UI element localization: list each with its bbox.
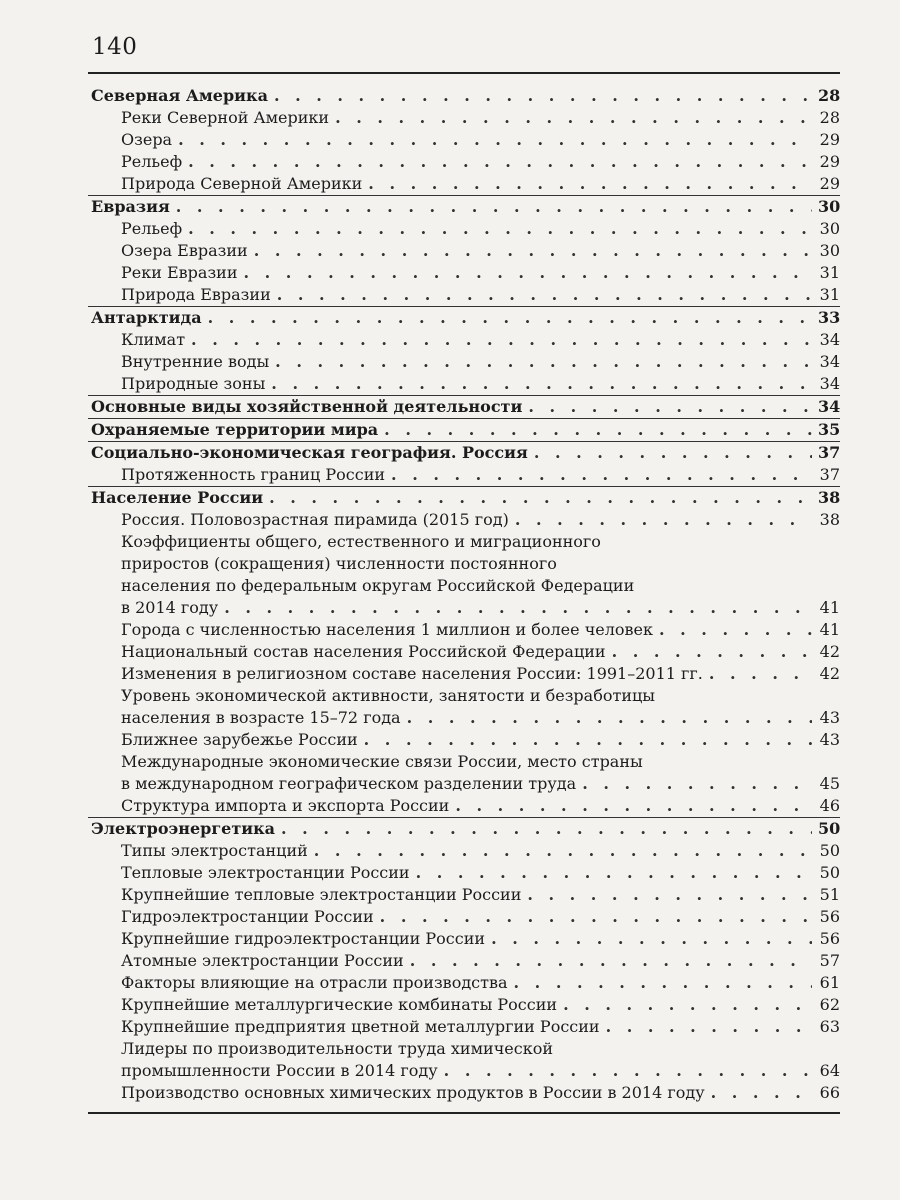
toc-title: Крупнейшие гидроэлектростанции России [121, 929, 486, 948]
dot-leader [188, 151, 812, 173]
toc-row [88, 284, 840, 306]
toc-entry [88, 240, 840, 262]
toc-row [88, 1082, 840, 1104]
toc-page-number: 62 [819, 995, 840, 1014]
toc-entry [88, 262, 840, 284]
toc-row [88, 419, 840, 441]
dot-leader [178, 129, 812, 151]
toc-title: Тепловые электростанции России [121, 863, 410, 882]
toc-title: промышленности России в 2014 году [121, 1061, 438, 1080]
toc-row [88, 351, 840, 373]
toc-row [88, 1016, 840, 1038]
dot-leader [281, 818, 812, 840]
dot-leader [528, 396, 812, 418]
toc-row [88, 906, 840, 928]
toc-title: Протяженность границ России [121, 465, 386, 484]
toc-row [88, 1060, 840, 1082]
dot-leader [709, 663, 812, 685]
toc-entry [88, 531, 840, 619]
toc-title: Реки Северной Америки [121, 108, 330, 127]
dot-leader [582, 773, 812, 795]
dot-leader [364, 729, 812, 751]
toc-title: Структура импорта и экспорта России [121, 796, 450, 815]
toc-entry [88, 862, 840, 884]
dot-leader [391, 464, 812, 486]
toc-section [88, 195, 840, 218]
toc-title: Природные зоны [121, 374, 266, 393]
toc-page-number: 38 [819, 510, 840, 529]
toc-row [88, 262, 840, 284]
table-of-contents [88, 72, 840, 1114]
toc-entry [88, 729, 840, 751]
toc-page-number: 30 [819, 241, 840, 260]
toc-row [88, 597, 840, 619]
toc-entry [88, 840, 840, 862]
dot-leader [514, 972, 812, 994]
toc-row [88, 707, 840, 729]
dot-leader [188, 218, 812, 240]
toc-title: Реки Евразии [121, 263, 238, 282]
toc-row [88, 464, 840, 486]
toc-row [88, 641, 840, 663]
toc-page-number: 29 [819, 174, 840, 193]
toc-title: Национальный состав населения Российской Федерации [121, 642, 606, 661]
toc-row [88, 862, 840, 884]
toc-row [88, 107, 840, 129]
toc-entry [88, 464, 840, 486]
toc-section [88, 441, 840, 464]
toc-section [88, 486, 840, 509]
toc-entry [88, 928, 840, 950]
toc-title: Россия. Половозрастная пирамида (2015 год) [121, 510, 509, 529]
toc-entry [88, 751, 840, 795]
toc-row [88, 729, 840, 751]
toc-page-number: 30 [818, 197, 841, 216]
toc-entry [88, 351, 840, 373]
toc-title: Гидроэлектростанции России [121, 907, 374, 926]
toc-title: Крупнейшие металлургические комбинаты России [121, 995, 558, 1014]
toc-page-number: 30 [819, 219, 840, 238]
toc-title: Рельеф [121, 219, 183, 238]
toc-page-number: 50 [818, 819, 841, 838]
dot-leader [527, 884, 812, 906]
toc-row [88, 840, 840, 862]
toc-row [88, 972, 840, 994]
toc-page-number: 29 [819, 152, 840, 171]
toc-row [88, 795, 840, 817]
toc-entry [88, 950, 840, 972]
toc-page-number: 34 [819, 374, 840, 393]
toc-row [88, 619, 840, 641]
dot-leader [407, 707, 812, 729]
toc-entry [88, 284, 840, 306]
toc-row [88, 129, 840, 151]
toc-entry-line: приростов (сокращения) численности постоянного [121, 554, 557, 573]
toc-page-number: 45 [819, 774, 840, 793]
toc-entry [88, 1038, 840, 1082]
toc-row [88, 442, 840, 464]
toc-section [88, 817, 840, 840]
toc-title: в 2014 году [121, 598, 219, 617]
dot-leader [314, 840, 812, 862]
toc-page-number: 28 [818, 86, 841, 105]
toc-row [88, 773, 840, 795]
toc-page-number: 34 [819, 330, 840, 349]
toc-page-number: 41 [819, 620, 840, 639]
toc-entry [88, 129, 840, 151]
dot-leader [208, 307, 812, 329]
toc-page-number: 34 [819, 352, 840, 371]
toc-title: Озера [121, 130, 173, 149]
toc-row [88, 994, 840, 1016]
dot-leader [410, 950, 812, 972]
toc-page-number: 42 [819, 664, 840, 683]
dot-leader [254, 240, 812, 262]
toc-title: Факторы влияющие на отрасли производства [121, 973, 508, 992]
toc-title: Природа Евразии [121, 285, 271, 304]
toc-row [88, 218, 840, 240]
toc-row [88, 151, 840, 173]
toc-page-number: 41 [819, 598, 840, 617]
toc-entry [88, 641, 840, 663]
toc-entry [88, 329, 840, 351]
toc-entry-line: Уровень экономической активности, занятости и безработицы [121, 686, 656, 705]
toc-row [88, 173, 840, 195]
toc-page-number: 66 [819, 1083, 840, 1102]
toc-title: Внутренние воды [121, 352, 270, 371]
toc-entry [88, 685, 840, 729]
dot-leader [274, 85, 812, 107]
toc-entry [88, 107, 840, 129]
toc-page-number: 28 [819, 108, 840, 127]
dot-leader [380, 906, 812, 928]
toc-page-number: 61 [819, 973, 840, 992]
toc-title: Северная Америка [91, 86, 268, 105]
toc-page-number: 33 [818, 308, 841, 327]
toc-title: Озера Евразии [121, 241, 248, 260]
toc-entry [88, 373, 840, 395]
toc-title: Изменения в религиозном составе населения России: 1991–2011 гг. [121, 664, 703, 683]
dot-leader [534, 442, 812, 464]
toc-section [88, 85, 840, 107]
dot-leader [271, 373, 812, 395]
dot-leader [491, 928, 812, 950]
toc-page-number: 43 [819, 730, 840, 749]
toc-row [88, 928, 840, 950]
toc-title: Природа Северной Америки [121, 174, 363, 193]
toc-title: в международном географическом разделении труда [121, 774, 577, 793]
toc-section [88, 395, 840, 418]
toc-page-number: 46 [819, 796, 840, 815]
toc-page-number: 43 [819, 708, 840, 727]
toc-page-number: 57 [819, 951, 840, 970]
toc-page-number: 37 [818, 443, 841, 462]
dot-leader [244, 262, 812, 284]
toc-entry [88, 1016, 840, 1038]
toc-title: Рельеф [121, 152, 183, 171]
toc-page-number: 34 [818, 397, 841, 416]
toc-title: населения в возрасте 15–72 года [121, 708, 401, 727]
toc-row [88, 818, 840, 840]
toc-page-number: 29 [819, 130, 840, 149]
toc-page-number: 64 [819, 1061, 840, 1080]
dot-leader [659, 619, 812, 641]
toc-entry-line: Лидеры по производительности труда химической [121, 1039, 554, 1058]
toc-entry [88, 994, 840, 1016]
toc-entry [88, 906, 840, 928]
toc-title: Население России [91, 488, 264, 507]
dot-leader [384, 419, 812, 441]
toc-page-number: 31 [819, 263, 840, 282]
dot-leader [416, 862, 812, 884]
toc-page-number: 50 [819, 841, 840, 860]
toc-page-number: 37 [819, 465, 840, 484]
toc-title: Крупнейшие предприятия цветной металлургии России [121, 1017, 600, 1036]
toc-title: Охраняемые территории мира [91, 420, 379, 439]
toc-page-number: 63 [819, 1017, 840, 1036]
toc-row [88, 509, 840, 531]
toc-page-number: 50 [819, 863, 840, 882]
toc-title: Атомные электростанции России [121, 951, 404, 970]
dot-leader [711, 1082, 812, 1104]
dot-leader [606, 1016, 812, 1038]
dot-leader [176, 196, 812, 218]
page-number: 140 [92, 34, 138, 60]
toc-page-number: 56 [819, 929, 840, 948]
toc-title: Евразия [91, 197, 170, 216]
toc-row [88, 307, 840, 329]
toc-row [88, 884, 840, 906]
toc-row [88, 240, 840, 262]
dot-leader [444, 1060, 812, 1082]
toc-entry-line: Коэффициенты общего, естественного и миграционного [121, 532, 601, 551]
toc-title: Основные виды хозяйственной деятельности [91, 397, 523, 416]
dot-leader [455, 795, 812, 817]
toc-page-number: 35 [818, 420, 841, 439]
dot-leader [191, 329, 812, 351]
toc-entry [88, 795, 840, 817]
toc-entry [88, 663, 840, 685]
toc-entry [88, 884, 840, 906]
toc-title: Типы электростанций [121, 841, 308, 860]
dot-leader [277, 284, 812, 306]
toc-row [88, 396, 840, 418]
toc-page-number: 31 [819, 285, 840, 304]
toc-row [88, 950, 840, 972]
toc-title: Ближнее зарубежье России [121, 730, 358, 749]
toc-row [88, 487, 840, 509]
dot-leader [275, 351, 812, 373]
toc-row [88, 373, 840, 395]
toc-title: Социально-экономическая география. Россия [91, 443, 528, 462]
toc-section [88, 418, 840, 441]
toc-entry [88, 619, 840, 641]
toc-page-number: 42 [819, 642, 840, 661]
toc-title: Антарктида [91, 308, 202, 327]
toc-entry [88, 151, 840, 173]
toc-row [88, 196, 840, 218]
toc-title: Производство основных химических продуктов в России в 2014 году [121, 1083, 705, 1102]
toc-title: Электроэнергетика [91, 819, 276, 838]
toc-title: Климат [121, 330, 186, 349]
toc-row [88, 85, 840, 107]
toc-section [88, 306, 840, 329]
dot-leader [515, 509, 812, 531]
dot-leader [563, 994, 812, 1016]
toc-entry-line: Международные экономические связи России, место страны [121, 752, 643, 771]
toc-title: Крупнейшие тепловые электростанции России [121, 885, 522, 904]
toc-page-number: 38 [818, 488, 841, 507]
dot-leader [269, 487, 812, 509]
toc-entry [88, 509, 840, 531]
toc-entry [88, 218, 840, 240]
toc-entry-line: населения по федеральным округам Российской Федерации [121, 576, 635, 595]
toc-page-number: 51 [819, 885, 840, 904]
toc-title: Города с численностью населения 1 миллион и более человек [121, 620, 654, 639]
dot-leader [335, 107, 812, 129]
dot-leader [224, 597, 812, 619]
toc-entry [88, 173, 840, 195]
toc-page-number: 56 [819, 907, 840, 926]
toc-entry [88, 972, 840, 994]
toc-entry [88, 1082, 840, 1104]
toc-row [88, 329, 840, 351]
dot-leader [612, 641, 812, 663]
toc-row [88, 663, 840, 685]
dot-leader [368, 173, 812, 195]
